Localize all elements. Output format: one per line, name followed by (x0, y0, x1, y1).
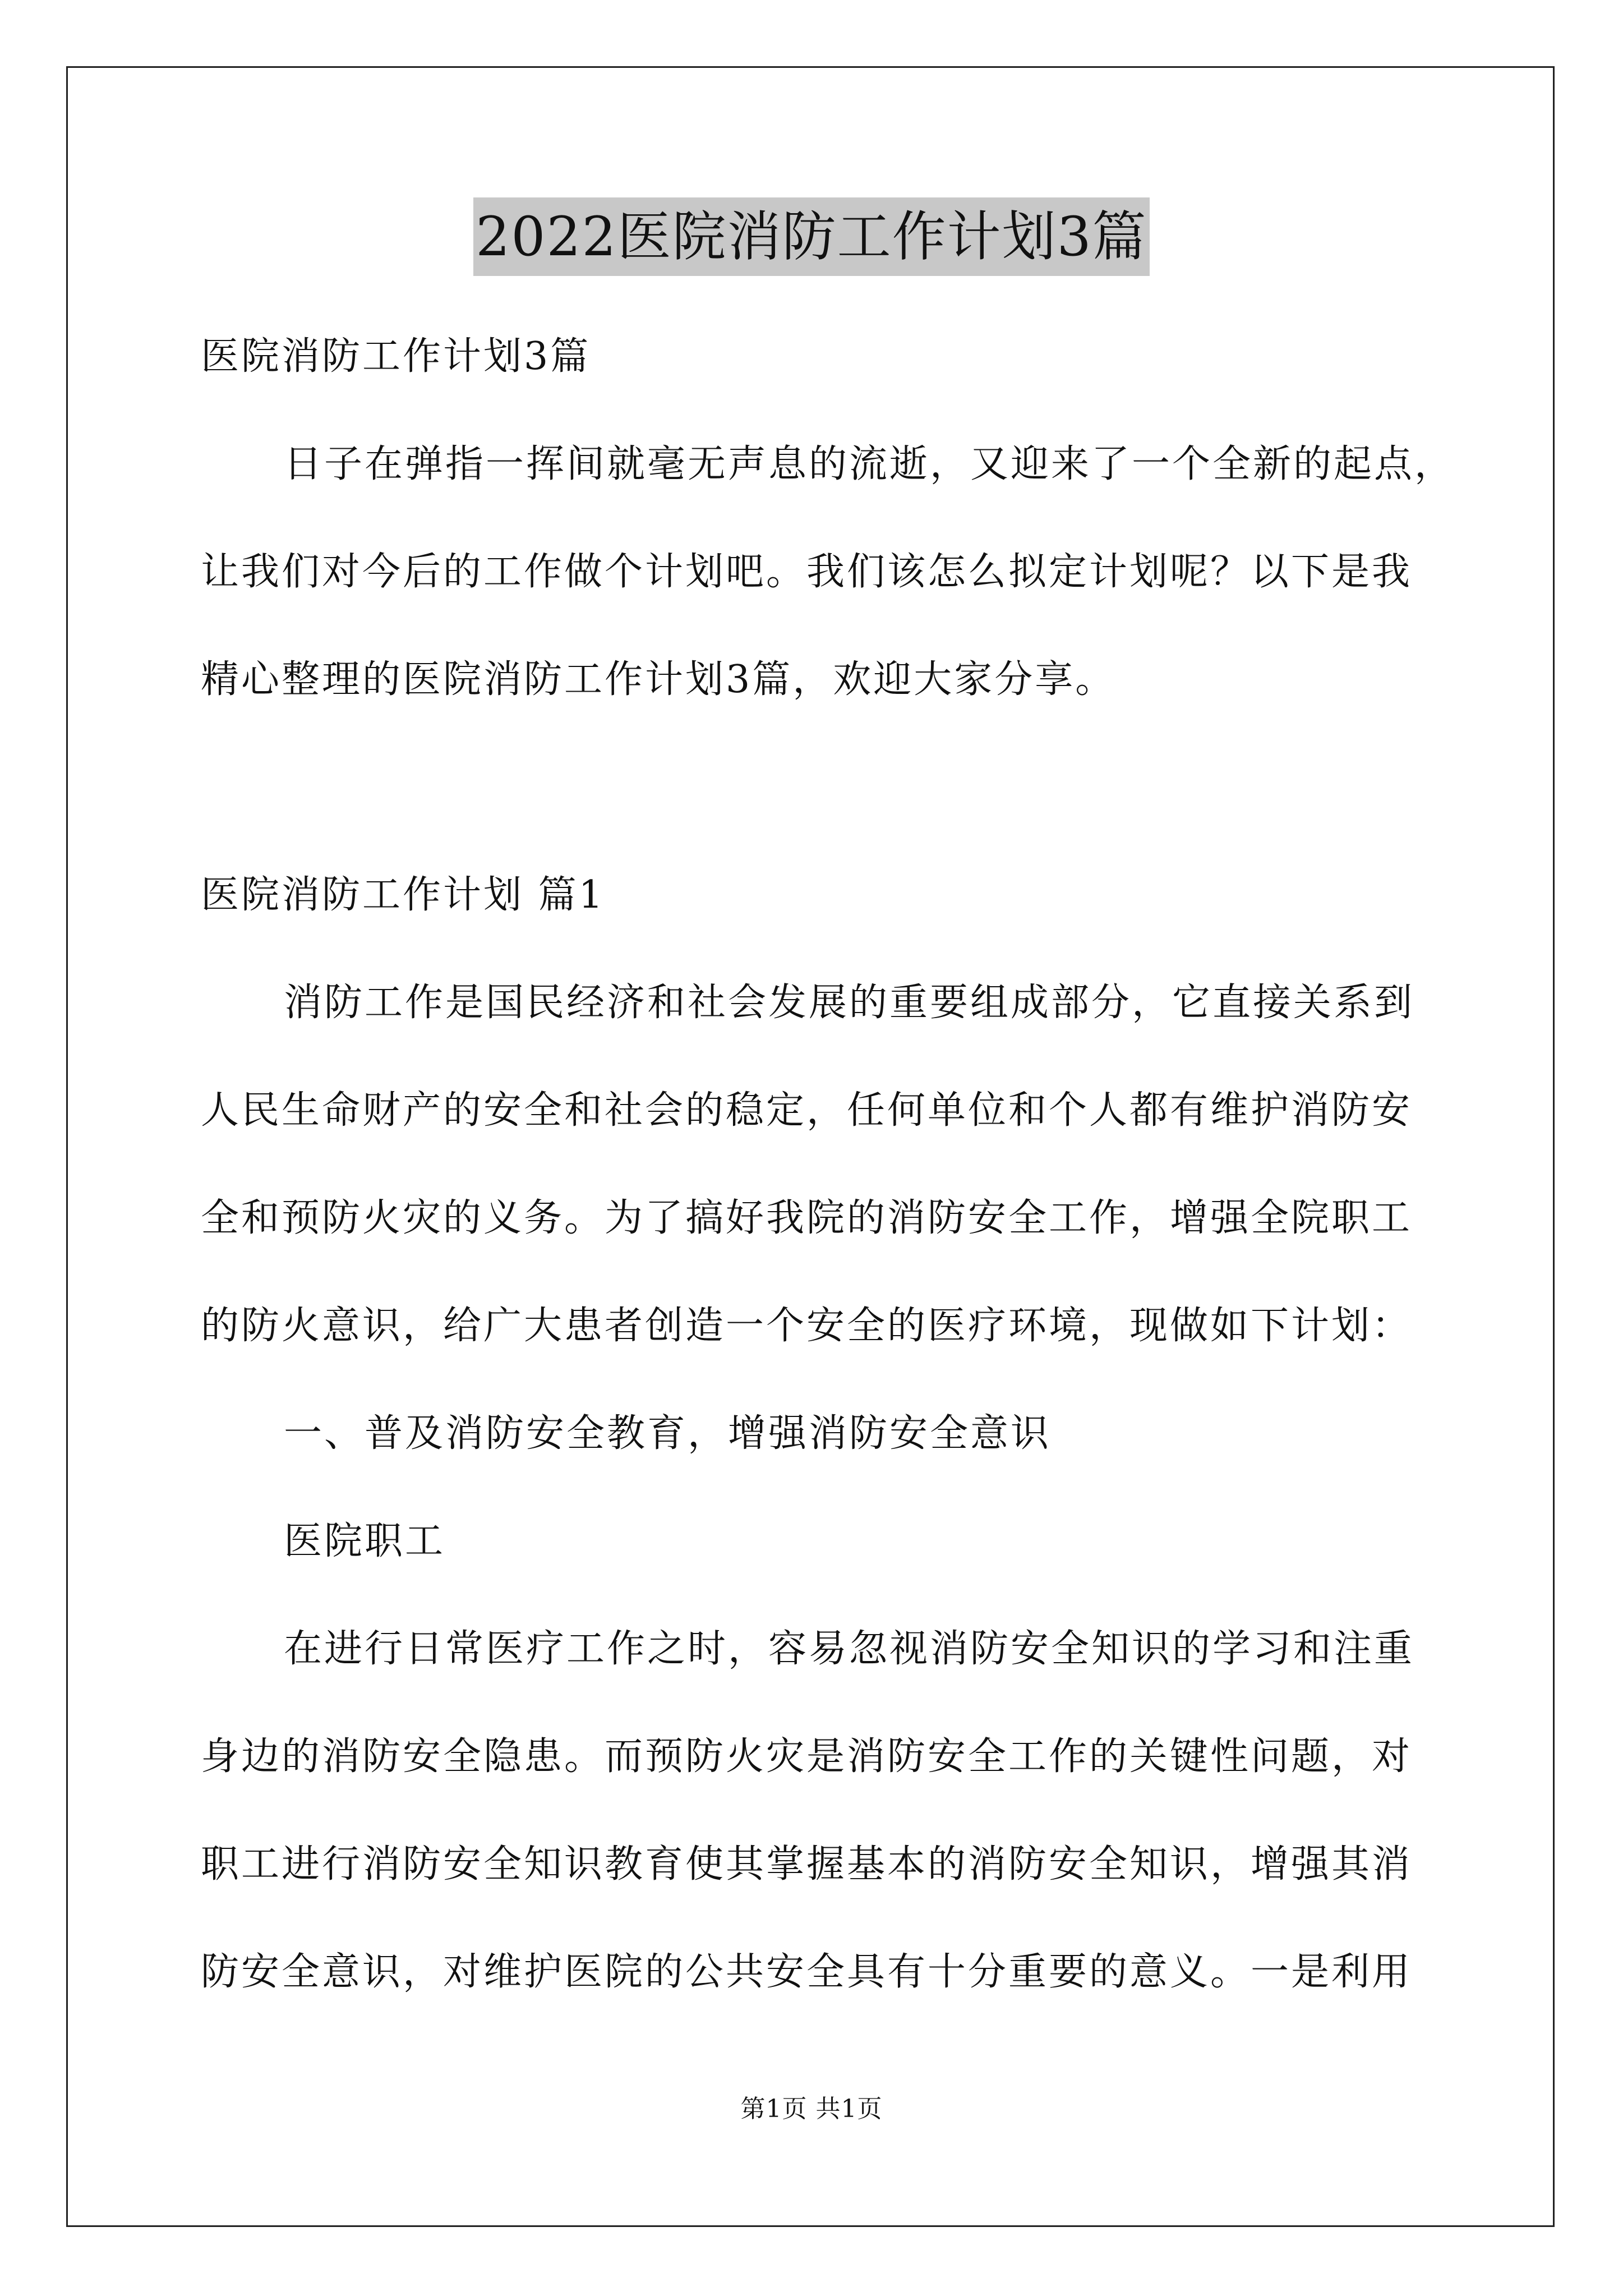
body-line: 全和预防火灾的义务。为了搞好我院的消防安全工作，增强全院职工 (201, 1196, 1413, 1240)
point-heading: 一、普及消防安全教育，增强消防安全意识 (284, 1411, 1052, 1456)
intro-line: 日子在弹指一挥间就毫无声息的流逝，又迎来了一个全新的起点， (284, 442, 1455, 486)
body-line: 人民生命财产的安全和社会的稳定，任何单位和个人都有维护消防安 (201, 1088, 1413, 1133)
section-heading: 医院消防工作计划 篇1 (201, 873, 605, 917)
sub-heading: 医院职工 (284, 1519, 446, 1563)
paragraph-gap (201, 734, 1446, 841)
intro-line: 精心整理的医院消防工作计划3篇，欢迎大家分享。 (201, 657, 1116, 702)
body-line: 身边的消防安全隐患。而预防火灾是消防安全工作的关键性问题，对 (201, 1734, 1413, 1779)
intro-line: 让我们对今后的工作做个计划吧。我们该怎么拟定计划呢？以下是我 (201, 550, 1413, 594)
page-footer: 第1页 共1页 (740, 2095, 883, 2123)
body-line: 的防火意识，给广大患者创造一个安全的医疗环境，现做如下计划： (201, 1304, 1413, 1348)
title-area (0, 197, 1623, 276)
subtitle: 医院消防工作计划3篇 (201, 334, 591, 379)
body-line: 职工进行消防安全知识教育使其掌握基本的消防安全知识，增强其消 (201, 1842, 1413, 1887)
body-line: 在进行日常医疗工作之时，容易忽视消防安全知识的学习和注重 (284, 1627, 1415, 1671)
document-body (201, 303, 1455, 2026)
body-line: 防安全意识，对维护医院的公共安全具有十分重要的意义。一是利用 (201, 1950, 1413, 1994)
document-title: 2022医院消防工作计划3篇 (473, 197, 1149, 276)
body-line: 消防工作是国民经济和社会发展的重要组成部分，它直接关系到 (284, 981, 1415, 1025)
